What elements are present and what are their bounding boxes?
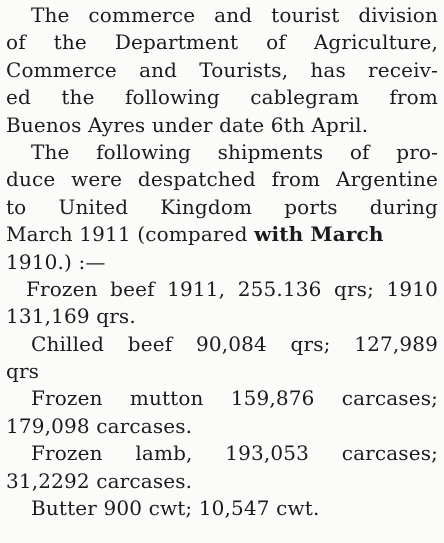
item-frozen-lamb-line-1: Frozen lamb, 193,053 carcases;	[31, 441, 438, 466]
paragraph-1-line-5: Buenos Ayres under date 6th April.	[6, 112, 369, 137]
item-butter-line-1: Butter 900 cwt; 10,547 cwt.	[31, 496, 320, 521]
article-body	[6, 2, 438, 522]
item-chilled-beef-line-2: qrs	[6, 359, 40, 384]
paragraph-2-line-4-bold: with March	[254, 222, 384, 247]
paragraph-1-line-2: of the Department of Agriculture,	[6, 30, 438, 55]
paragraph-2-line-4-text: March 1911 (compared	[6, 222, 255, 247]
item-frozen-lamb-line-2: 31,2292 carcases.	[6, 468, 193, 493]
paragraph-2-line-1: The following shipments of pro-	[31, 139, 438, 164]
item-frozen-mutton-line-1: Frozen mutton 159,876 carcases;	[31, 386, 438, 411]
paragraph-1-line-1: The commerce and tourist division	[31, 3, 438, 27]
paragraph-1-line-4: ed the following cablegram from	[6, 85, 438, 110]
paragraph-2-line-2: duce were despatched from Argentine	[6, 167, 438, 192]
paragraph-2-line-4	[6, 221, 438, 248]
item-frozen-beef-line-2: 131,169 qrs.	[6, 304, 136, 329]
item-frozen-mutton-line-2: 179,098 carcases.	[6, 413, 193, 438]
item-chilled-beef-line-1: Chilled beef 90,084 qrs; 127,989	[31, 331, 438, 356]
paragraph-2-line-5: 1910.) :—	[6, 249, 106, 274]
paragraph-2-line-3: to United Kingdom ports during	[6, 194, 438, 219]
item-frozen-beef-line-1: Frozen beef 1911, 255.136 qrs; 1910	[26, 276, 438, 301]
paragraph-1-line-3: Commerce and Tourists, has receiv-	[6, 57, 438, 82]
